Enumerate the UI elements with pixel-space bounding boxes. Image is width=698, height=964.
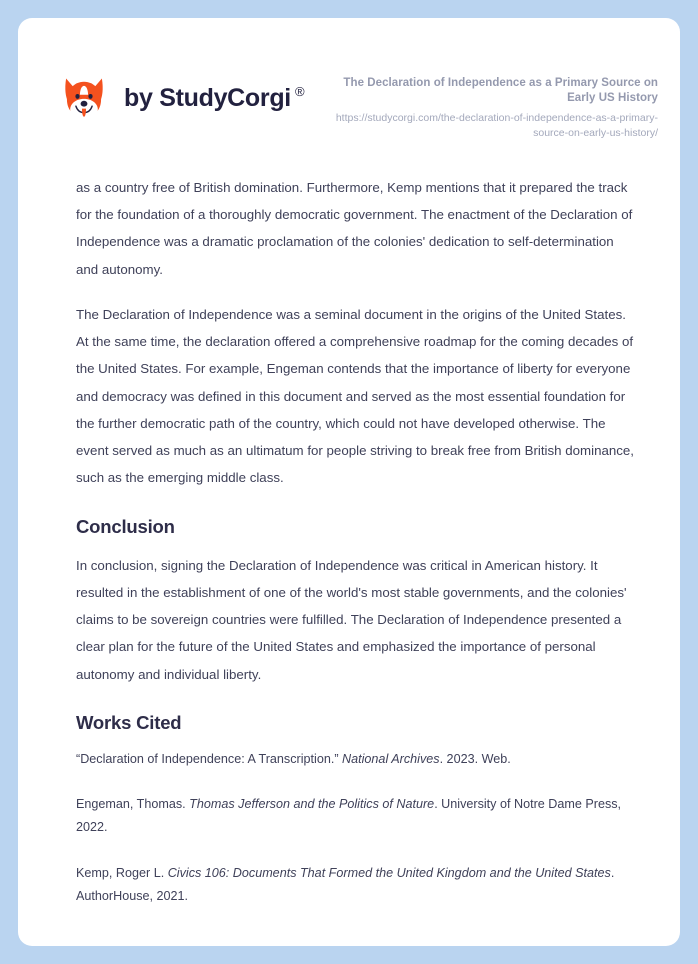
conclusion-paragraph: In conclusion, signing the Declaration of Independence was critical in American history. It resulted in the establishment of one of the world's most stable governments, and the colonies' claims to be sovereign countries were fulfilled. The Declaration of Independence presented a clear plan for the future of the United States and emphasized the importance of personal autonomy and individual liberty. [76, 557, 627, 682]
source-url[interactable]: https://studycorgi.com/the-declaration-of-independence-as-a-primary-source-on-early-us-history/ [335, 112, 658, 139]
document-page-card [18, 18, 680, 946]
works-cited-heading: Works Cited [76, 711, 182, 733]
body-paragraph: The Declaration of Independence was a seminal document in the origins of the United States. At the same time, the declaration offered a comprehensive roadmap for the coming decades of the United States. For example, Engeman contends that the importance of liberty for everyone and democracy was defined in this document and served as the most essential foundation for the further democratic path of the country, which could not have developed otherwise. The event served as much as an ultimatum for people striving to break free from British dominance, such as the emerging middle class. [76, 306, 634, 486]
brand-wordmark [124, 84, 304, 113]
citation-title: National Archives [342, 751, 440, 766]
citation-entry [76, 748, 634, 771]
document-body [18, 174, 680, 908]
corgi-head-icon [58, 72, 110, 124]
citation-suffix: . AuthorHouse, 2021. [76, 865, 615, 903]
citation-prefix: “Declaration of Independence: A Transcription.” [76, 751, 343, 766]
studycorgi-branding[interactable] [58, 62, 304, 124]
citation-title: Civics 106: Documents That Formed the United Kingdom and the United States [167, 865, 611, 880]
registered-trademark-icon: ® [294, 83, 305, 99]
citation-suffix: . 2023. Web. [439, 751, 511, 766]
citation-suffix: . University of Notre Dame Press, 2022. [76, 797, 622, 835]
body-paragraph: as a country free of British domination. Furthermore, Kemp mentions that it prepared the track for the foundation of a thoroughly democratic government. The enactment of the Declaration of Independence was a dramatic proclamation of the colonies' dedication to self-determination and autonomy. [76, 179, 633, 277]
citation-prefix: Kemp, Roger L. [76, 865, 168, 880]
citation-prefix: Engeman, Thomas. [76, 797, 190, 812]
conclusion-heading: Conclusion [76, 515, 175, 537]
brand-name-text: by StudyCorgi [124, 83, 291, 112]
citation-entry [76, 793, 634, 840]
header-source-meta [314, 62, 658, 140]
document-header [18, 18, 680, 140]
citation-title: Thomas Jefferson and the Politics of Nature [189, 797, 435, 812]
citation-entry [76, 862, 634, 909]
document-title: The Declaration of Independence as a Primary Source on Early US History [343, 77, 658, 104]
